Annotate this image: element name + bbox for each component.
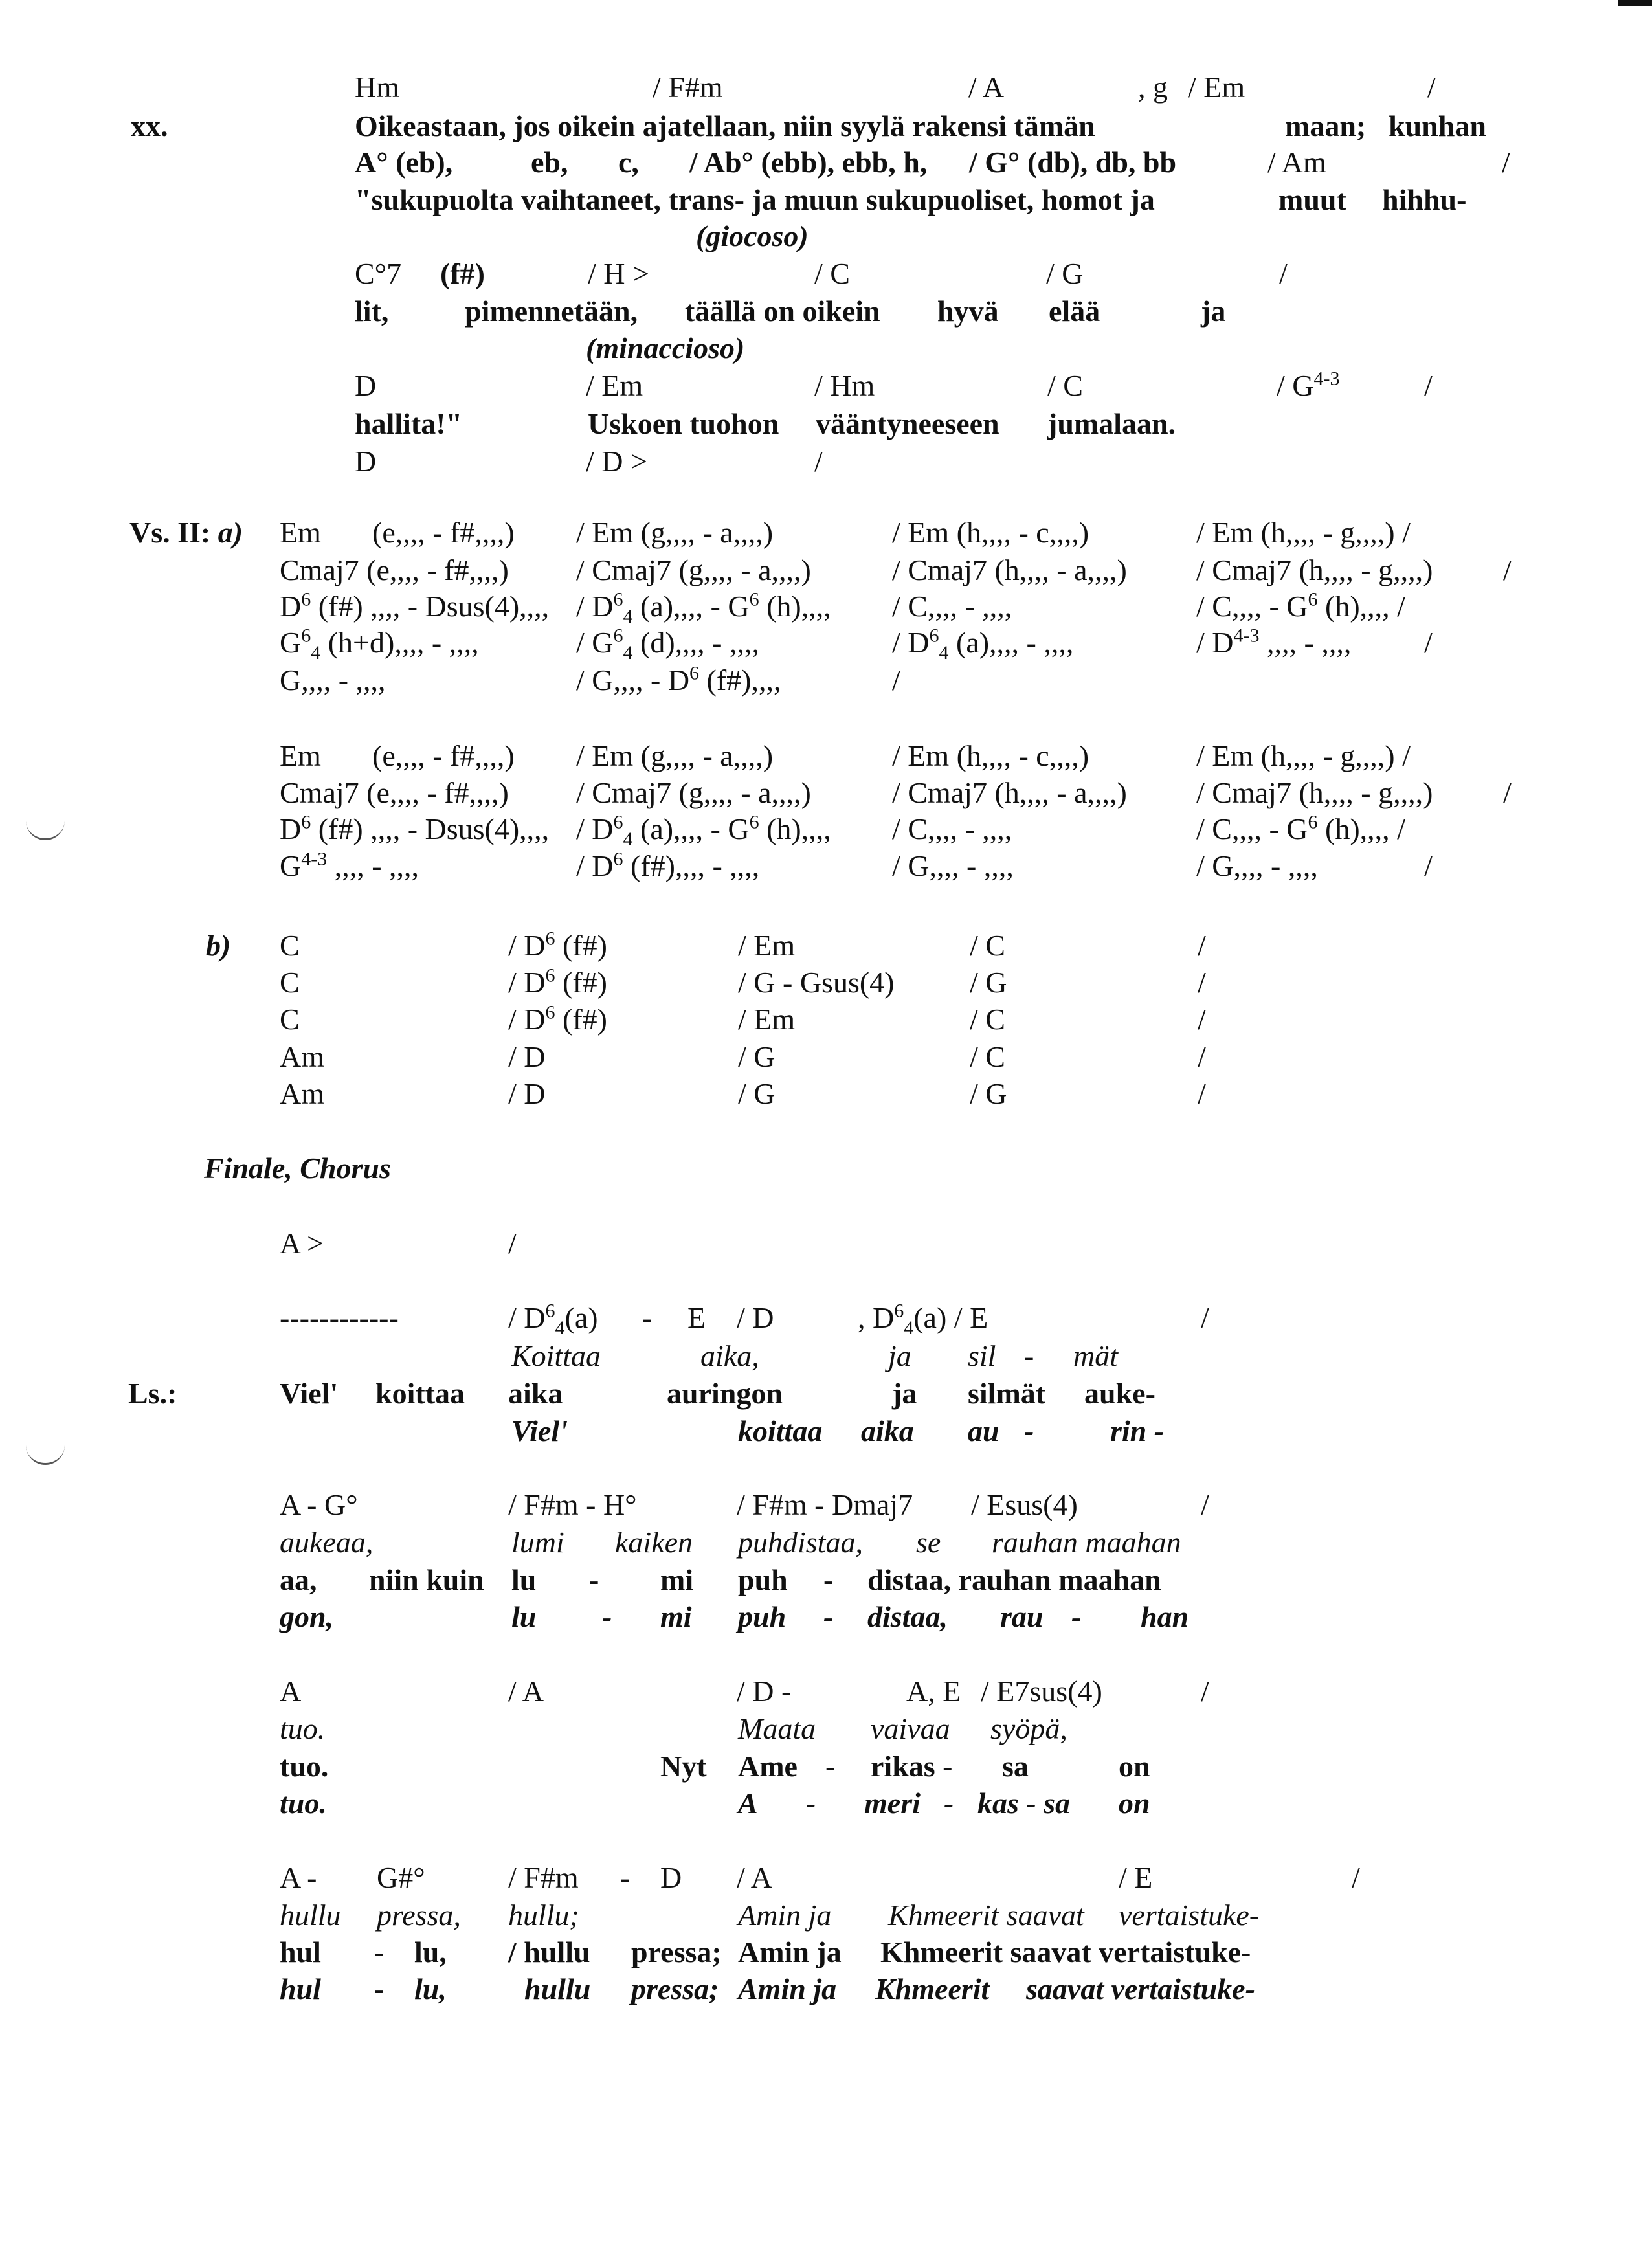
margin-arc-mark <box>26 812 65 840</box>
chord: $D^6$ (f#) ,,,, - Dsus(4),,,, <box>280 588 550 623</box>
lyric-voice-2: Viel' <box>280 1377 339 1410</box>
chord: Cmaj7 (e,,,, - f#,,,,) <box>280 553 509 586</box>
lyric-voice-1: mät <box>1073 1339 1118 1372</box>
chord: / A <box>968 71 1004 104</box>
lyric-voice-1: aukeaa, <box>280 1526 374 1559</box>
bar-line: / <box>1503 553 1512 586</box>
chord: / D - <box>737 1675 792 1708</box>
lyric-voice-2: / hullu <box>508 1935 590 1968</box>
bar-line: / <box>1279 257 1288 290</box>
lyric-voice-3: rau <box>1000 1600 1044 1633</box>
lyric-voice-1: - <box>1024 1339 1034 1372</box>
chord: / D <box>737 1301 774 1334</box>
chord: / Cmaj7 (g,,,, - a,,,,) <box>576 553 811 586</box>
lyric-voice-1: hullu; <box>508 1899 579 1932</box>
chord: C <box>280 929 300 962</box>
chord: / C <box>814 257 850 290</box>
chord: ------------ <box>280 1301 399 1334</box>
lyric-voice-3: tuo. <box>280 1787 327 1820</box>
lyric-voice-2: aika <box>508 1377 563 1410</box>
lyric: muut <box>1278 183 1346 216</box>
chord: C <box>280 1003 300 1036</box>
bar-line: / <box>1424 369 1433 402</box>
bar-line: / <box>1201 1675 1209 1708</box>
chord: / Em (h,,,, - c,,,,) <box>892 516 1089 549</box>
lyric: vääntyneeseen <box>816 407 999 440</box>
lyric-voice-3: - <box>823 1600 834 1633</box>
chord: / $D^6_4$ (a),,,, - ,,,, <box>892 625 1074 664</box>
lyric-voice-3: lu <box>511 1600 537 1633</box>
bar-line: / <box>1503 776 1512 809</box>
lyric-voice-2: lu <box>511 1563 537 1596</box>
lyric-voice-2: niin kuin <box>369 1563 484 1596</box>
chord: A° (eb), <box>355 146 453 179</box>
lyric-voice-2: ja <box>892 1377 917 1410</box>
chord: / F#m - H° <box>508 1488 637 1521</box>
lyric: Uskoen tuohon <box>588 407 779 440</box>
lyric-voice-2: silmät <box>968 1377 1046 1410</box>
chord: $G^{4-3}$ ,,,, - ,,,, <box>280 848 419 882</box>
bar-line: / <box>1198 1077 1206 1110</box>
chord: / Em (h,,,, - c,,,,) <box>892 739 1089 772</box>
lyric-voice-3: - <box>806 1787 816 1820</box>
chord: D <box>355 445 377 478</box>
lyric-voice-3: aika <box>861 1414 914 1447</box>
chord: / $D^6_4(a)$ <box>508 1300 598 1339</box>
lyric-voice-3: distaa, <box>867 1600 948 1633</box>
chord: / Em <box>738 929 796 962</box>
section-heading: Finale, Chorus <box>204 1152 391 1185</box>
lyric-voice-2: rikas - <box>871 1750 953 1783</box>
lyric-voice-2: - <box>825 1750 836 1783</box>
bar-line: / <box>1201 1301 1209 1334</box>
lyric-voice-1: kaiken <box>615 1526 693 1559</box>
chord: / G° (db), db, bb <box>969 146 1177 179</box>
lyric-voice-3: hul <box>280 1972 321 2005</box>
lyric-voice-3: kas - sa <box>977 1787 1071 1820</box>
section-label: b) <box>206 929 231 962</box>
lyric-voice-3: au <box>968 1414 999 1447</box>
chord: eb, <box>531 146 568 179</box>
chord: C°7 <box>355 257 402 290</box>
lyric-voice-3: - <box>374 1972 385 2005</box>
chord: A <box>280 1675 302 1708</box>
lyric: lit, <box>355 295 389 328</box>
lyric-voice-3: hullu <box>524 1972 591 2005</box>
lyric: elää <box>1049 295 1100 328</box>
performance-marking: (minaccioso) <box>586 331 745 364</box>
page-corner-mark <box>1618 0 1652 6</box>
margin-arc-mark <box>26 1437 65 1465</box>
lyric-voice-2: Nyt <box>660 1750 707 1783</box>
lyric-voice-2: - <box>374 1935 385 1968</box>
chord: Am <box>280 1040 324 1073</box>
chord: / $D^6$ (f#) <box>508 964 607 999</box>
lyric-voice-1: puhdistaa, <box>738 1526 863 1559</box>
chord: A - <box>280 1861 317 1894</box>
chord: / C,,,, - $G^6$ (h),,,, / <box>1196 588 1405 623</box>
lyric-voice-2: on <box>1119 1750 1150 1783</box>
lyric-voice-1: Koittaa <box>511 1339 601 1372</box>
lyric-voice-3: puh <box>738 1600 787 1633</box>
chord: / Em <box>1188 71 1245 104</box>
bar-line: / <box>1427 71 1436 104</box>
chord: / Em (g,,,, - a,,,,) <box>576 516 774 549</box>
chord: / Cmaj7 (h,,,, - g,,,,) <box>1196 553 1433 586</box>
lyric-voice-2: auringon <box>667 1377 783 1410</box>
bar-line: / <box>1352 1861 1360 1894</box>
chord: / G <box>970 966 1007 999</box>
chord: / C <box>1047 369 1083 402</box>
lyric: ja <box>1201 295 1226 328</box>
lyric-voice-3: - <box>944 1787 954 1820</box>
lyric-voice-3: lu, <box>414 1972 447 2005</box>
performance-marking: (giocoso) <box>696 219 809 252</box>
chord: / F#m <box>508 1861 579 1894</box>
lyric-voice-3: Viel' <box>511 1414 568 1447</box>
chord: G,,,, - ,,,, <box>280 663 386 697</box>
chord: / G <box>1046 257 1084 290</box>
lyric-voice-3: han <box>1141 1600 1189 1633</box>
lyric-voice-3: - <box>1024 1414 1034 1447</box>
lyric-voice-3: saavat vertaistuke- <box>1026 1972 1255 2005</box>
bar-line: / <box>1198 929 1206 962</box>
chord: / $D^6$ (f#) <box>508 928 607 962</box>
chord: / C <box>970 929 1005 962</box>
lyric-voice-1: ja <box>888 1339 911 1372</box>
chord: / Esus(4) <box>971 1488 1078 1521</box>
chord: (e,,,, - f#,,,,) <box>372 516 515 549</box>
chord: / Cmaj7 (h,,,, - g,,,,) <box>1196 776 1433 809</box>
chord: / Cmaj7 (h,,,, - a,,,,) <box>892 553 1127 586</box>
lyric-voice-2: mi <box>660 1563 694 1596</box>
lyric-voice-1: vaivaa <box>871 1712 950 1745</box>
lyric-voice-3: rin - <box>1110 1414 1165 1447</box>
section-label: xx. <box>131 109 168 142</box>
chord: $G^6_4$ (h+d),,,, - ,,,, <box>280 625 479 664</box>
lyric-voice-3: gon, <box>280 1600 334 1633</box>
lyric: Oikeastaan, jos oikein ajatellaan, niin syylä rakensi tämän <box>355 109 1095 142</box>
chord: / C,,,, - ,,,, <box>892 812 1012 845</box>
lyric-voice-3: on <box>1119 1787 1150 1820</box>
lyric-voice-2: auke- <box>1084 1377 1155 1410</box>
chord: (f#) <box>440 257 485 290</box>
lyric-voice-2: sa <box>1002 1750 1029 1783</box>
lyric-voice-3: mi <box>660 1600 692 1633</box>
chord: / F#m - Dmaj7 <box>737 1488 913 1521</box>
chord: / G,,,, - ,,,, <box>1196 849 1318 882</box>
lyric: hyvä <box>937 295 999 328</box>
chord: Am <box>280 1077 324 1110</box>
chord: / $D^6$ (f#),,,, - ,,,, <box>576 848 760 882</box>
bar-line: / <box>814 445 823 478</box>
lyric-voice-1: lumi <box>511 1526 564 1559</box>
chord: / H > <box>588 257 649 290</box>
chord: / Am <box>1267 146 1326 179</box>
lyric-voice-2: aa, <box>280 1563 317 1596</box>
chord: D <box>660 1861 682 1894</box>
chord: C <box>280 966 300 999</box>
chord: A - G° <box>280 1488 358 1521</box>
lyric-voice-2: distaa, rauhan maahan <box>867 1563 1161 1596</box>
chord: E <box>687 1301 706 1334</box>
lyric-voice-1: rauhan maahan <box>992 1526 1181 1559</box>
lyric-voice-1: se <box>916 1526 941 1559</box>
chord: / A <box>508 1675 544 1708</box>
lyric: pimennetään, <box>465 295 638 328</box>
chord: Cmaj7 (e,,,, - f#,,,,) <box>280 776 509 809</box>
chord: / F#m <box>653 71 723 104</box>
bar-line: / <box>1424 626 1433 659</box>
bar-line: / <box>508 1227 517 1260</box>
lyric-voice-2: hul <box>280 1935 321 1968</box>
lyric: kunhan <box>1389 109 1486 142</box>
chord: / C <box>970 1040 1005 1073</box>
lyric-voice-2: lu, <box>414 1935 447 1968</box>
chord: / A <box>737 1861 772 1894</box>
section-label: Vs. II: a) <box>129 516 243 549</box>
lyric-voice-2: - <box>589 1563 599 1596</box>
chord: / Cmaj7 (h,,,, - a,,,,) <box>892 776 1127 809</box>
chord: , $D^6_4(a)$ / E <box>858 1300 988 1339</box>
chord: Hm <box>355 71 399 104</box>
chord: / G,,,, - ,,,, <box>892 849 1014 882</box>
chord: / D > <box>586 445 647 478</box>
chord: / E <box>1119 1861 1153 1894</box>
chord: / Em (g,,,, - a,,,,) <box>576 739 774 772</box>
chord: A, E <box>906 1675 961 1708</box>
bar-line: / <box>1502 146 1510 179</box>
chord: (e,,,, - f#,,,,) <box>372 739 515 772</box>
lyric-voice-1: pressa, <box>377 1899 461 1932</box>
chord: / G <box>738 1077 776 1110</box>
lyric-voice-3: pressa; <box>631 1972 719 2005</box>
lyric-voice-1: hullu <box>280 1899 341 1932</box>
lyric: hihhu- <box>1382 183 1467 216</box>
chord: / G,,,, - $D^6$ (f#),,,, <box>576 662 781 697</box>
chord: / Em (h,,,, - g,,,,) / <box>1196 516 1411 549</box>
chord: D <box>355 369 377 402</box>
bar-line: / <box>892 663 900 697</box>
lyric-voice-2: tuo. <box>280 1750 329 1783</box>
chord: / Cmaj7 (g,,,, - a,,,,) <box>576 776 811 809</box>
chord: / $D^6_4$ (a),,,, - $G^6$ (h),,,, <box>576 588 831 628</box>
lyric-voice-2: puh <box>738 1563 788 1596</box>
lyric-voice-2: Khmeerit saavat vertaistuke- <box>880 1935 1251 1968</box>
lyric-voice-1: Maata <box>738 1712 816 1745</box>
chord: $D^6$ (f#) ,,,, - Dsus(4),,,, <box>280 811 550 845</box>
lyric-voice-3: A <box>738 1787 758 1820</box>
chord: / G - Gsus(4) <box>738 966 895 999</box>
lyric-voice-1: syöpä, <box>990 1712 1067 1745</box>
lyric-voice-3: meri <box>864 1787 921 1820</box>
lyric-voice-3: Khmeerit <box>875 1972 990 2005</box>
chord: / D <box>508 1077 546 1110</box>
chord: / $G^6_4$ (d),,,, - ,,,, <box>576 625 759 664</box>
section-label: Ls.: <box>128 1377 177 1410</box>
lyric: maan; <box>1285 109 1367 142</box>
chord: / $D^{4-3}$ ,,,, - ,,,, <box>1196 625 1352 659</box>
lyric-voice-1: Khmeerit saavat <box>888 1899 1084 1932</box>
lyric: "sukupuolta vaihtaneet, trans- ja muun sukupuoliset, homot ja <box>355 183 1155 216</box>
bar-line: / <box>1424 849 1433 882</box>
chord: / Em (h,,,, - g,,,,) / <box>1196 739 1411 772</box>
chord: - <box>620 1861 631 1894</box>
lyric-voice-2: Ame <box>738 1750 798 1783</box>
lyric: hallita!" <box>355 407 463 440</box>
lyric-voice-1: Amin ja <box>738 1899 832 1932</box>
lyric-voice-1: vertaistuke- <box>1119 1899 1260 1932</box>
lyric-voice-3: Amin ja <box>738 1972 837 2005</box>
lyric-voice-2: koittaa <box>375 1377 465 1410</box>
lyric-voice-2: - <box>823 1563 834 1596</box>
lyric: täällä on oikein <box>685 295 880 328</box>
lyric: jumalaan. <box>1047 407 1176 440</box>
lyric-voice-3: - <box>602 1600 612 1633</box>
lyric-voice-1: sil <box>968 1339 996 1372</box>
lyric-voice-2: pressa; <box>631 1935 722 1968</box>
chord: / Em <box>738 1003 796 1036</box>
chord: , g <box>1138 71 1168 104</box>
bar-line: / <box>1198 1003 1206 1036</box>
bar-line: / <box>1198 966 1206 999</box>
bar-line: / <box>1198 1040 1206 1073</box>
chord: / Em <box>586 369 643 402</box>
lyric-voice-2: Amin ja <box>738 1935 842 1968</box>
chord: / C <box>970 1003 1005 1036</box>
chord: / C,,,, - ,,,, <box>892 590 1012 623</box>
chord: / Hm <box>814 369 875 402</box>
lyric-voice-1: tuo. <box>280 1712 326 1745</box>
chord: A > <box>280 1227 324 1260</box>
chord: c, <box>618 146 639 179</box>
chord: / $G^{4-3}$ <box>1277 368 1340 402</box>
chord: / G <box>970 1077 1007 1110</box>
chord: / E7sus(4) <box>981 1675 1102 1708</box>
chord: G#° <box>377 1861 425 1894</box>
chord: / Ab° (ebb), ebb, h, <box>689 146 928 179</box>
chord: / D <box>508 1040 546 1073</box>
lyric-voice-3: - <box>1071 1600 1082 1633</box>
chord: Em <box>280 516 321 549</box>
chord: / $D^6$ (f#) <box>508 1001 607 1036</box>
chord: - <box>642 1301 653 1334</box>
chord: / C,,,, - $G^6$ (h),,,, / <box>1196 811 1405 845</box>
chord: / G <box>738 1040 776 1073</box>
chord: / $D^6_4$ (a),,,, - $G^6$ (h),,,, <box>576 811 831 851</box>
lyric-voice-1: aika, <box>700 1339 759 1372</box>
bar-line: / <box>1201 1488 1209 1521</box>
chord: Em <box>280 739 321 772</box>
lyric-voice-3: koittaa <box>738 1414 823 1447</box>
